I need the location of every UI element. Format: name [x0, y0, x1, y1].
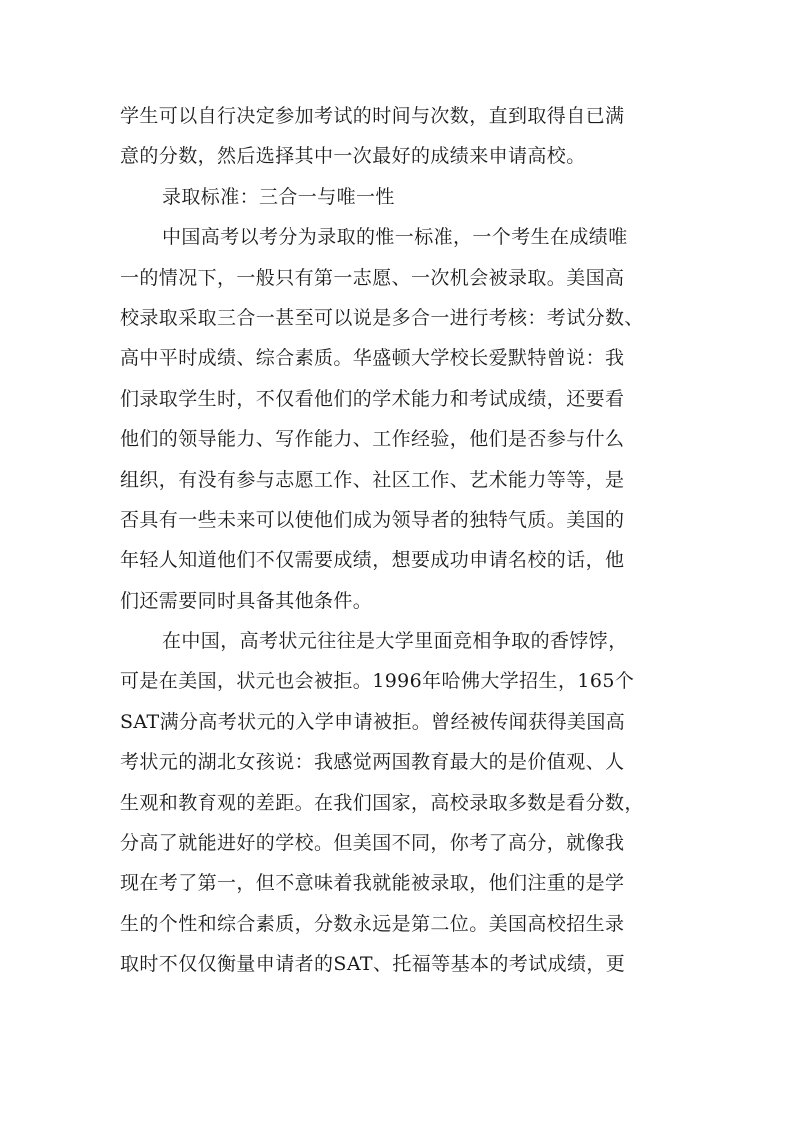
- text-line: 现在考了第一，但不意味着我就能被录取，他们注重的是学: [120, 872, 625, 895]
- section-heading: 录取标准：三合一与唯一性: [162, 185, 395, 208]
- text-line: 分高了就能进好的学校。但美国不同，你考了高分，就像我: [120, 832, 625, 855]
- text-line: 中国高考以考分为录取的惟一标准，一个考生在成绩唯: [162, 226, 628, 249]
- text-line: 生的个性和综合素质，分数永远是第二位。美国高校招生录: [120, 912, 625, 935]
- text-line: 可是在美国，状元也会被拒。1996年哈佛大学招生，165个: [120, 670, 635, 693]
- text-line: 们还需要同时具备其他条件。: [120, 589, 373, 612]
- text-line: 高中平时成绩、综合素质。华盛顿大学校长爱默特曾说：我: [120, 347, 625, 370]
- body-text: [120, 96, 680, 985]
- text-line: 校录取采取三合一甚至可以说是多合一进行考核：考试分数、: [120, 306, 644, 329]
- text-line: 在中国，高考状元往往是大学里面竞相争取的香饽饽，: [162, 630, 628, 653]
- text-line: 们录取学生时，不仅看他们的学术能力和考试成绩，还要看: [120, 387, 625, 410]
- text-line: 生观和教育观的差距。在我们国家，高校录取多数是看分数，: [120, 791, 644, 814]
- text-line: 一的情况下，一般只有第一志愿、一次机会被录取。美国高: [120, 266, 625, 289]
- text-line: 意的分数，然后选择其中一次最好的成绩来申请高校。: [120, 145, 586, 168]
- text-line: 组织，有没有参与志愿工作、社区工作、艺术能力等等，是: [120, 468, 625, 491]
- text-line: 取时不仅仅衡量申请者的SAT、托福等基本的考试成绩，更: [120, 953, 626, 976]
- text-line: 考状元的湖北女孩说：我感觉两国教育最大的是价值观、人: [120, 751, 625, 774]
- text-line: SAT满分高考状元的入学申请被拒。曾经被传闻获得美国高: [120, 710, 626, 733]
- text-line: 学生可以自行决定参加考试的时间与次数，直到取得自已满: [120, 105, 625, 127]
- text-line: 年轻人知道他们不仅需要成绩，想要成功申请名校的话，他: [120, 549, 625, 572]
- text-line: 他们的领导能力、写作能力、工作经验，他们是否参与什么: [120, 428, 625, 451]
- text-line: 否具有一些未来可以使他们成为领导者的独特气质。美国的: [120, 508, 625, 531]
